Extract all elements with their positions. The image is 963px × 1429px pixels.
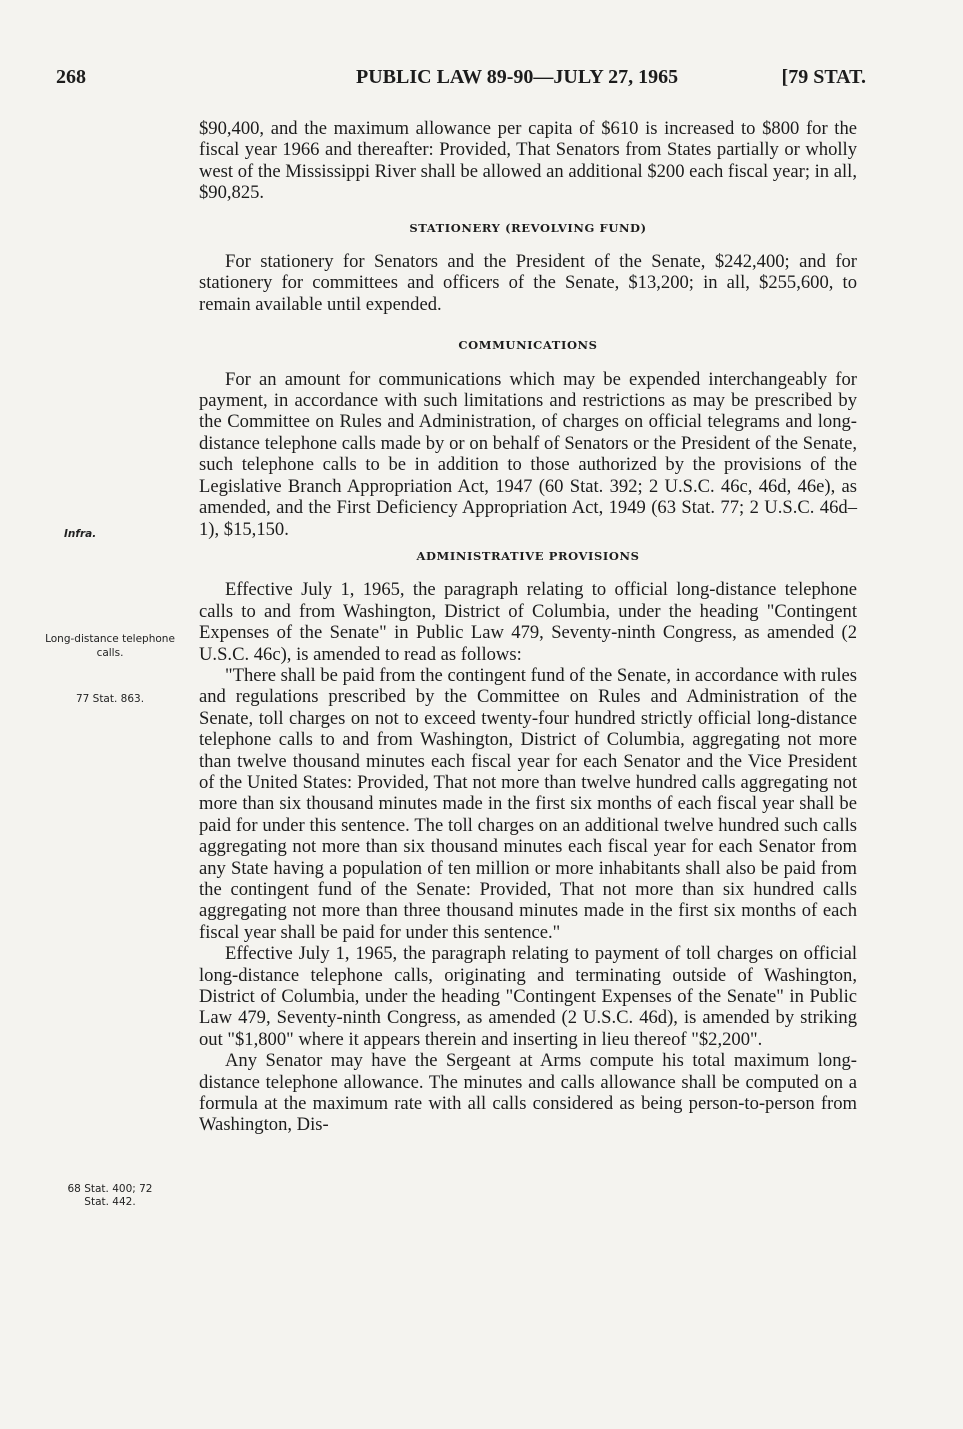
paragraph-admin-3: Any Senator may have the Sergeant at Arms compute his total maximum long-distance telephone allowance. The minutes and calls allowance shall be computed on a formula at the maximum rate with all calls considered as being person-to-person from Washington, Dis- [199,1050,857,1136]
margin-note-long-distance: Long-distance telephone calls. [45,633,175,659]
paragraph-communications: For an amount for communications which may be expended interchangeably for payment, in accordance with such limitations and restrictions as may be prescribed by the Committee on Rules and Administration, of charges on official telegrams and long-distance telephone calls made by or on behalf of Senators or the President of the Senate, such telephone calls to be in addition to those authorized by the provisions of the Legislative Branch Appropriation Act, 1947 (60 Stat. 392; 2 U.S.C. 46c, 46d, 46e), as amended, and the First Deficiency Appropriation Act, 1949 (63 Stat. 77; 2 U.S.C. 46d–1), $15,150. [199,368,857,540]
paragraph-admin-2: Effective July 1, 1965, the paragraph relating to payment of toll charges on official long-distance telephone calls, originating and terminating outside of Washington, District of Columbia, under the heading "Contingent Expenses of the Senate" in Public Law 479, Seventy-ninth Congress, as amended (2 U.S.C. 46d), is amended by striking out "$1,800" where it appears therein and inserting in lieu thereof "$2,200". [199,943,857,1050]
heading-communications: COMMUNICATIONS [458,338,598,353]
page-header [56,66,866,96]
margin-note-infra: Infra. [64,528,97,540]
paragraph-stationery: For stationery for Senators and the President of the Senate, $242,400; and for stationery for committees and officers of the Senate, $13,200; in all, $255,600, to remain available until expended. [199,251,857,315]
volume-label: [79 STAT. [781,66,866,88]
page-title: PUBLIC LAW 89-90—JULY 27, 1965 [356,66,679,88]
margin-note-stat-400: 68 Stat. 400; 72 Stat. 442. [67,1183,153,1208]
paragraph-admin-1: Effective July 1, 1965, the paragraph relating to official long-distance telephone calls to and from Washington, District of Columbia, under the heading "Contingent Expenses of the Senate" in Public Law 479, Seventy-ninth Congress, as amended (2 U.S.C. 46c), is amended to read as follows: [199,579,857,665]
main-text [199,118,857,1136]
margin-note-stat-863: 77 Stat. 863. [75,693,145,705]
page-number: 268 [56,66,86,88]
heading-administrative-provisions: ADMINISTRATIVE PROVISIONS [416,548,640,563]
heading-stationery: STATIONERY (REVOLVING FUND) [409,220,647,235]
paragraph-continuation: $90,400, and the maximum allowance per capita of $610 is increased to $800 for the fiscal year 1966 and thereafter: Provided, That Senators from States partially or wholly west of the Mississippi River shall be allowed an additional $200 each fiscal year; in all, $90,825. [199,118,857,204]
paragraph-quoted-amendment: "There shall be paid from the contingent fund of the Senate, in accordance with rules and regulations prescribed by the Committee on Rules and Administration of the Senate, toll charges on not to exceed twenty-four hundred strictly official long-distance telephone calls to and from Washington, District of Columbia, aggregating not more than twelve thousand minutes each fiscal year for each Senator and the Vice President of the United States: Provided, That not more than twelve hundred calls aggregating not more than six thousand minutes made in the first six months of each fiscal year shall be paid for under this sentence. The toll charges on an additional twelve hundred such calls aggregating not more than six thousand minutes each fiscal year for each Senator from any State having a population of ten million or more inhabitants shall also be paid from the contingent fund of the Senate: Provided, That not more than six hundred calls aggregating not more than three thousand minutes made in the first six months of each fiscal year shall be paid for under this sentence." [199,664,857,943]
